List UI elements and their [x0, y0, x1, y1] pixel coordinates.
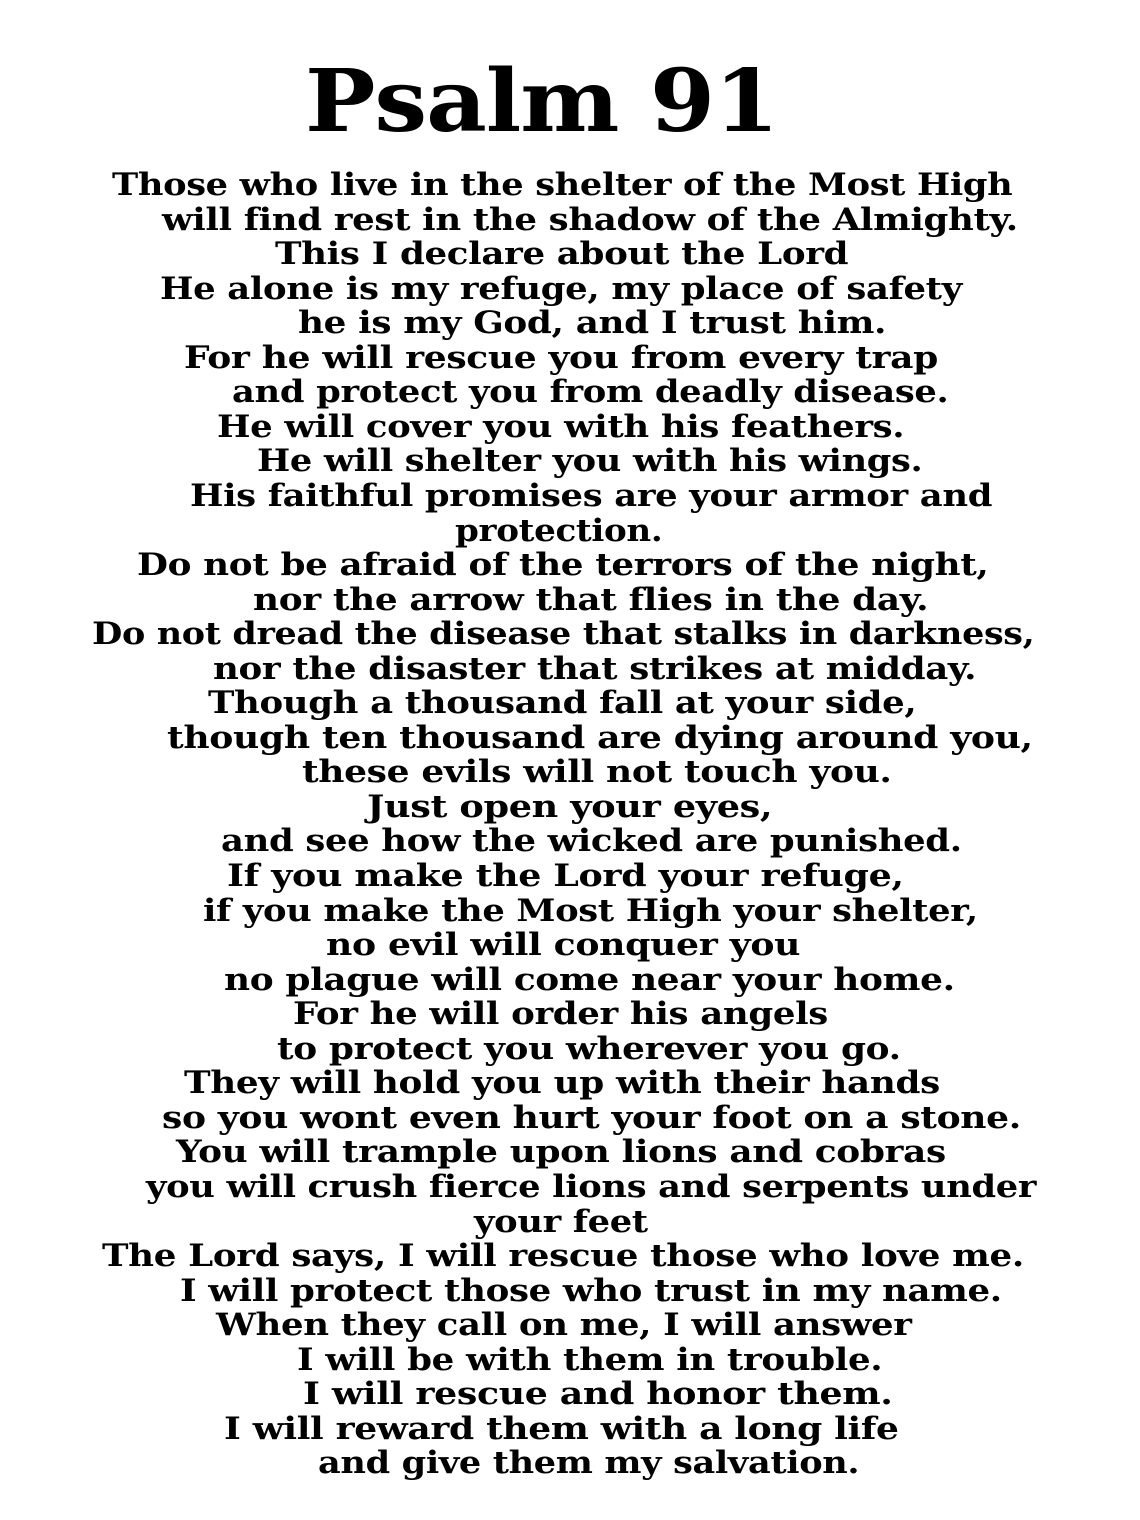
verse-line: The Lord says, I will rescue those who love me.	[102, 1238, 1024, 1274]
verse-line: and give them my salvation.	[318, 1445, 860, 1481]
verse-line: He alone is my refuge, my place of safety	[160, 271, 962, 307]
verse-line: If you make the Lord your refuge,	[227, 858, 904, 894]
verse-line: He will shelter you with his wings.	[257, 443, 923, 479]
verse-line: They will hold you up with their hands	[184, 1065, 940, 1101]
verse-line: I will reward them with a long life	[224, 1411, 899, 1447]
verse-line: no plague will come near your home.	[224, 962, 955, 998]
verse-line: I will rescue and honor them.	[303, 1376, 893, 1412]
verse-line: your feet	[474, 1204, 648, 1240]
verse-line: You will trample upon lions and cobras	[176, 1134, 946, 1170]
verse-line: Do not be afraid of the terrors of the night,	[137, 547, 989, 583]
verse-line: no evil will conquer you	[326, 927, 801, 963]
verse-line: When they call on me, I will answer	[216, 1307, 912, 1343]
verse-line: I will be with them in trouble.	[297, 1342, 883, 1378]
verse-line: His faithful promises are your armor and	[190, 478, 993, 514]
verse-line: He will cover you with his feathers.	[217, 409, 905, 445]
verse-line: will find rest in the shadow of the Almighty.	[162, 202, 1018, 238]
verse-line: For he will order his angels	[293, 996, 828, 1032]
verse-line: so you wont even hurt your foot on a stone.	[162, 1100, 1021, 1136]
verse-line: Just open your eyes,	[367, 789, 773, 825]
verse-line: he is my God, and I trust him.	[298, 305, 887, 341]
verse-line: For he will rescue you from every trap	[184, 340, 939, 376]
verse-line: if you make the Most High your shelter,	[203, 893, 978, 929]
verse-line: these evils will not touch you.	[302, 754, 892, 790]
verse-line: and see how the wicked are punished.	[221, 823, 962, 859]
page-title: Psalm 91	[305, 51, 779, 152]
verse-line: you will crush fierce lions and serpents under	[146, 1169, 1037, 1205]
verse-line: nor the disaster that strikes at midday.	[213, 651, 977, 687]
verse-line: I will protect those who trust in my name.	[180, 1273, 1002, 1309]
verse-line: This I declare about the Lord	[275, 236, 849, 272]
verse-line: to protect you wherever you go.	[277, 1031, 901, 1067]
verse-line: Though a thousand fall at your side,	[208, 685, 917, 721]
verse-line: nor the arrow that flies in the day.	[253, 582, 929, 618]
verse-line: and protect you from deadly disease.	[232, 374, 949, 410]
verse-line: protection.	[455, 513, 663, 549]
verse-line: though ten thousand are dying around you,	[167, 720, 1033, 756]
verse-line: Those who live in the shelter of the Most High	[112, 167, 1013, 203]
verse-line: Do not dread the disease that stalks in darkness,	[92, 616, 1035, 652]
